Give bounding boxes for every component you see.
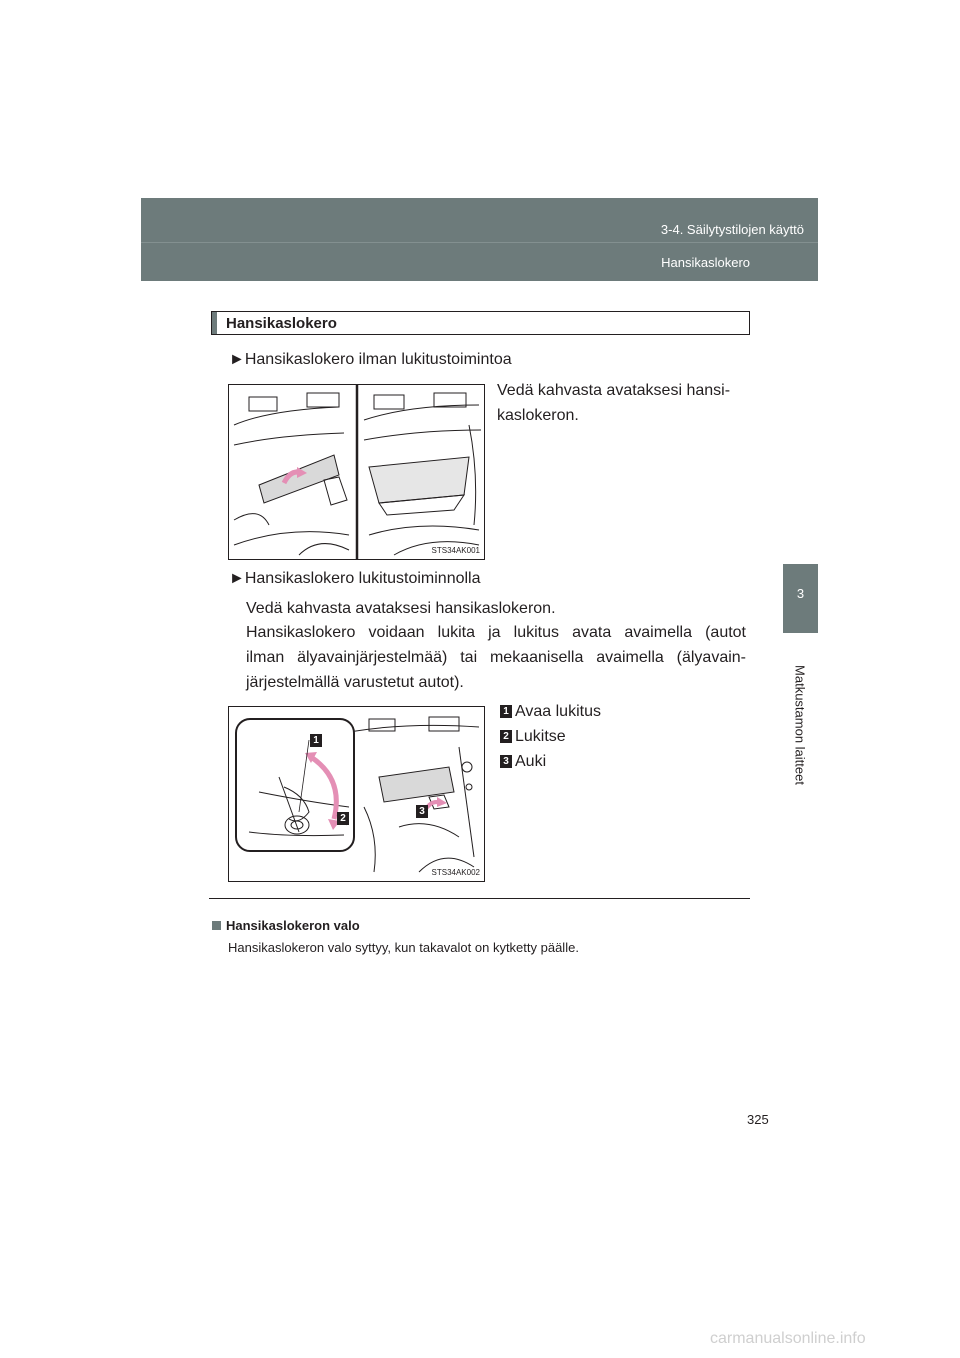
section-heading (211, 311, 750, 335)
page-number: 325 (747, 1112, 769, 1127)
bullet-without-lock: ►Hansikaslokero ilman lukitustoimintoa (229, 351, 512, 368)
chapter-side-label (780, 640, 820, 810)
section-heading-bar (212, 312, 217, 334)
block1-text-line2: kaslokeron. (497, 407, 579, 424)
callout-1: 1 (310, 734, 322, 747)
glovebox-illustration-1 (229, 385, 484, 559)
glovebox-figure-2 (228, 706, 485, 882)
callout-2: 2 (337, 812, 349, 825)
legend-label-2: Lukitse (515, 728, 566, 745)
legend-num-2: 2 (500, 730, 512, 743)
figure-code-2: STS34AK002 (431, 868, 480, 877)
topic-title: Hansikaslokero (661, 255, 750, 270)
section-title: Hansikaslokero (226, 315, 337, 332)
note-heading (212, 918, 360, 933)
bullet-with-lock: ►Hansikaslokero lukitustoiminnolla (229, 570, 481, 587)
chapter-tab: 3 (783, 564, 818, 633)
header-divider (141, 242, 818, 243)
block2-line2: Hansikaslokero voidaan lukita ja lukitus avata avaimella (autot (246, 624, 746, 641)
legend-num-1: 1 (500, 705, 512, 718)
glovebox-illustration-2 (229, 707, 484, 881)
chapter-title: 3-4. Säilytystilojen käyttö (660, 222, 804, 237)
legend-label-1: Avaa lukitus (515, 703, 601, 720)
legend-label-3: Auki (515, 753, 547, 770)
glovebox-figure-1 (228, 384, 485, 560)
legend-item-3 (500, 753, 546, 771)
legend-item-1 (500, 703, 601, 721)
section-divider (209, 898, 750, 899)
chapter-header (141, 198, 818, 281)
block1-text-line1: Vedä kahvasta avataksesi hansi- (497, 382, 731, 399)
figure-code-1: STS34AK001 (431, 546, 480, 555)
note-body: Hansikaslokeron valo syttyy, kun takavalot on kytketty päälle. (228, 940, 579, 955)
legend-num-3: 3 (500, 755, 512, 768)
block2-line1: Vedä kahvasta avataksesi hansikaslokeron. (246, 600, 556, 617)
note-title-text: Hansikaslokeron valo (226, 918, 360, 933)
watermark: carmanualsonline.info (710, 1330, 866, 1347)
square-bullet-icon (212, 921, 221, 930)
legend-item-2 (500, 728, 566, 746)
callout-3: 3 (416, 805, 428, 818)
block2-line3: ilman älyavainjärjestelmää) tai mekaanisella avaimella (älyavain- (246, 649, 746, 666)
block2-line4: järjestelmällä varustetut autot). (246, 674, 464, 691)
chapter-side-label-text: Matkustamon laitteet (792, 665, 808, 785)
